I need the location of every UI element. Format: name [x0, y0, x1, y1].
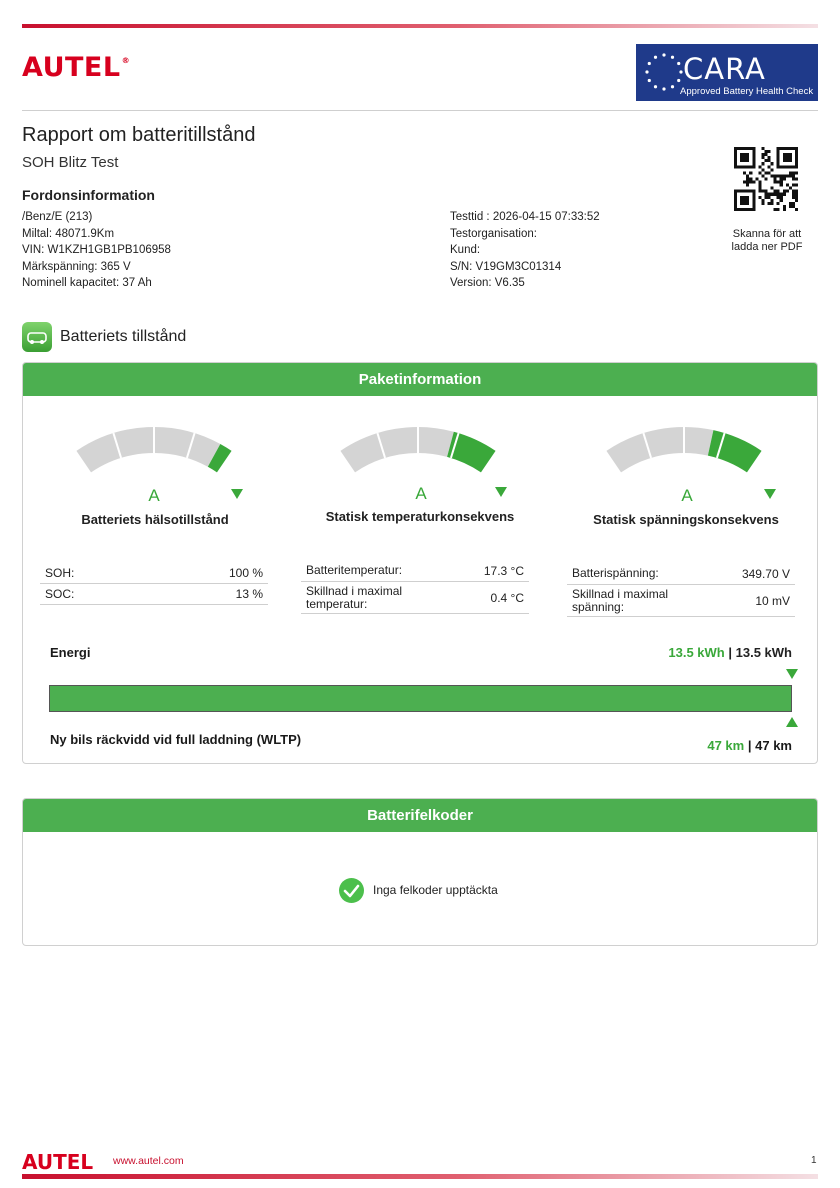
energy-values: [668, 645, 792, 660]
vehicle-nominal-capacity: Nominell kapacitet: 37 Ah: [22, 277, 152, 289]
row-value: 10 mV: [755, 593, 790, 608]
voltage-table: [567, 563, 795, 617]
range-values: [707, 738, 792, 753]
report-title: Rapport om batteritillstånd: [22, 124, 256, 146]
range-separator: |: [747, 738, 752, 753]
footer-autel-logo: AUTEL: [22, 1150, 94, 1174]
row-value: 17.3 °C: [483, 563, 524, 578]
range-label: Ny bils räckvidd vid full laddning (WLTP): [50, 732, 302, 747]
cara-tagline: Approved Battery Health Check: [680, 86, 814, 97]
row-value: 13 %: [235, 587, 263, 601]
gauge-temperature-grade: A: [415, 484, 427, 503]
vehicle-info-heading: Fordonsinformation: [22, 187, 155, 203]
energy-marker-icon: [786, 669, 798, 679]
gauge-level: [711, 443, 755, 462]
vehicle-info-right: [450, 209, 600, 292]
footer-url-link[interactable]: www.autel.com: [113, 1155, 184, 1167]
test-organisation: Testorganisation:: [450, 227, 537, 240]
star-icon: [671, 85, 674, 88]
star-icon: [662, 53, 665, 56]
gauge-soh-grade: A: [148, 486, 160, 505]
gauge-voltage-title: Statisk spänningskonsekvens: [593, 512, 779, 527]
no-fault-message: Inga felkoder upptäckta: [373, 883, 498, 897]
table-row: [567, 585, 795, 617]
range-marker-icon: [786, 717, 798, 727]
battery-car-icon: [22, 322, 52, 352]
table-row: [301, 560, 529, 582]
vehicle-mileage: Miltal: 48071.9Km: [22, 227, 115, 240]
vehicle-model: /Benz/E (213): [22, 211, 93, 223]
gauge-voltage-grade: A: [681, 486, 693, 505]
row-label: Batteritemperatur:: [306, 563, 403, 577]
row-value: 349.70 V: [741, 566, 790, 581]
row-label: SOH:: [45, 565, 75, 580]
energy-separator: |: [728, 645, 733, 660]
header-divider: [22, 110, 818, 111]
gauge-track: [84, 440, 214, 462]
star-icon: [648, 62, 651, 65]
range-measured: 47 km: [707, 738, 745, 753]
star-icon: [677, 62, 680, 65]
test-time: Testtid : 2026-04-15 07:33:52: [450, 211, 600, 223]
serial-number: S/N: V19GM3C01314: [450, 260, 562, 273]
autel-logo: AUTEL®: [22, 52, 131, 83]
row-value: 100 %: [228, 566, 263, 580]
package-info-header: Paketinformation: [23, 363, 817, 396]
star-icon: [654, 85, 657, 88]
report-subtitle: SOH Blitz Test: [22, 154, 119, 171]
gauge-soh-marker-icon: [230, 488, 244, 500]
star-icon: [648, 79, 651, 82]
energy-bar: [49, 685, 792, 712]
temperature-table: [301, 560, 529, 614]
footer-stripe: [22, 1174, 818, 1179]
energy-nominal: 13.5 kWh: [735, 645, 792, 660]
page-number: 1: [811, 1155, 817, 1166]
row-label: SOC:: [45, 586, 75, 601]
energy-label: Energi: [50, 645, 91, 660]
table-row: [567, 563, 795, 585]
cara-title: CARA: [683, 52, 766, 86]
star-icon: [677, 79, 680, 82]
gauge-temperature-marker-icon: [494, 486, 508, 498]
energy-bar-fill: [50, 686, 791, 711]
gauge-temperature-title: Statisk temperaturkonsekvens: [325, 509, 515, 524]
energy-measured: 13.5 kWh: [668, 645, 725, 660]
range-nominal: 47 km: [755, 738, 792, 753]
qr-caption-line1: Skanna för att: [732, 228, 802, 240]
battery-section-title: Batteriets tillstånd: [60, 328, 187, 345]
check-circle-icon: [339, 878, 364, 903]
star-icon: [662, 87, 665, 90]
qr-code-icon[interactable]: [734, 147, 798, 211]
gauge-voltage-marker-icon: [763, 488, 777, 500]
star-icon: [671, 56, 674, 59]
row-value: 0.4 °C: [490, 590, 524, 605]
row-label: Batterispänning:: [572, 566, 659, 580]
vehicle-vin: VIN: W1KZH1GB1PB106958: [22, 244, 171, 256]
row-label: Skillnad i maximal spänning:: [572, 586, 669, 614]
vehicle-info-left: [22, 209, 171, 292]
header-stripe: [22, 24, 818, 28]
fault-codes-panel: [22, 798, 818, 946]
gauge-track: [348, 440, 451, 462]
qr-caption: [722, 228, 812, 254]
gauge-level: [214, 455, 224, 461]
row-label: Skillnad i maximal temperatur:: [306, 583, 403, 611]
star-icon: [645, 70, 648, 73]
cara-badge: [636, 44, 818, 101]
table-row: [40, 584, 268, 605]
gauge-soh-title: Batteriets hälsotillstånd: [81, 512, 229, 527]
star-icon: [654, 56, 657, 59]
customer: Kund:: [450, 244, 481, 256]
qr-caption-line2: ladda ner PDF: [731, 241, 803, 253]
gauge-level: [450, 444, 488, 461]
vehicle-rated-voltage: Märkspänning: 365 V: [22, 260, 131, 273]
gauge-track: [614, 440, 711, 462]
table-row: [301, 582, 529, 614]
fault-codes-header: Batterifelkoder: [23, 799, 817, 832]
table-row: [40, 563, 268, 584]
software-version: Version: V6.35: [450, 277, 525, 289]
soh-table: [40, 563, 268, 605]
